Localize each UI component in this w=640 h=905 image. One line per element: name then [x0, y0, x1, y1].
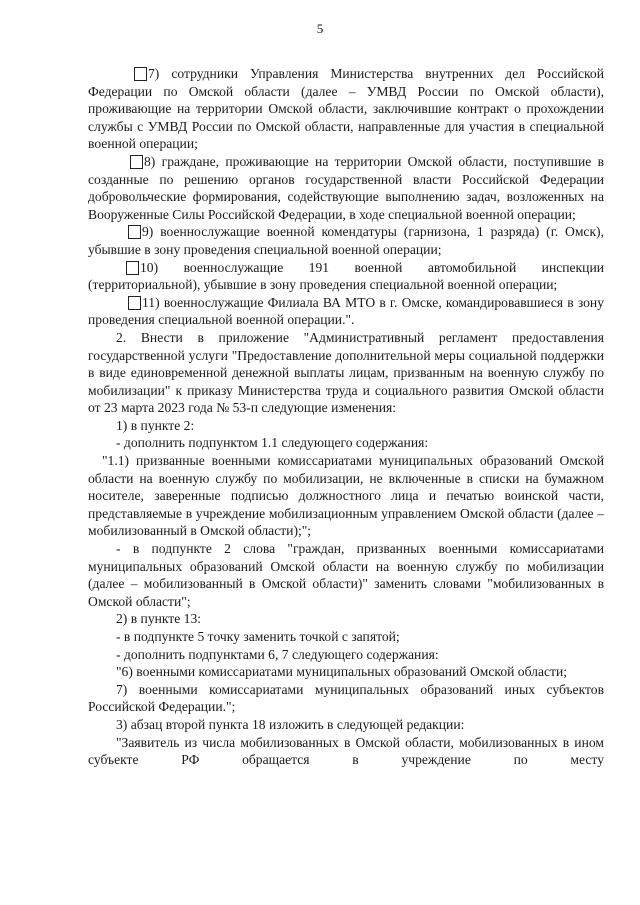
list-item-text: военнослужащие 191 военной автомобильной инспекции (территориальной), убывшие в зону проведения специальной военной операции; — [88, 259, 604, 293]
paragraph-subpoint-7: 7) военными комиссариатами муниципальных образований иных субъектов Российской Федерации."; — [88, 681, 604, 715]
paragraph-subpoint-1-1: "1.1) призванные военными комиссариатами муниципальных образований Омской области на военную службу по мобилизации, не включенные в списки на бумажном носителе, заверенные подписью должностного лица и печатью воинской части, представляемые в учреждение мобилизационным управлением Омской области (далее – мобилизованный в Омской области);"; — [88, 453, 604, 539]
checkbox-icon — [128, 296, 141, 310]
list-item-number: 10) — [140, 259, 159, 275]
paragraph-subpoint-5: - в подпункте 5 точку заменить точкой с запятой; — [116, 629, 400, 644]
paragraph-2: 2. Внести в приложение "Административный регламент предоставления государственной услуги "Предоставление дополнительной меры социальной поддержки в виде единовременной денежной выплаты лицам, призванным на военную службу по мобилизации" к приказу Министерства труда и социального развития Омской области от 23 марта 2023 года № 53-п следующие изменения: — [88, 329, 604, 416]
paragraph-add-subpoint: - дополнить подпунктом 1.1 следующего содержания: — [116, 435, 429, 451]
paragraph-subpoint-2-words: - в подпункте 2 слова "граждан, призванных военными комиссариатами муниципальных образований Омской области на военную службу по мобилизации (далее – мобилизованный в Омской области)" заменить словами "мобилизованных в Омской области"; — [88, 541, 604, 609]
paragraph-point-2: 1) в пункте 2: — [116, 417, 195, 433]
list-item-7 — [88, 65, 604, 153]
list-item-9 — [88, 223, 604, 258]
list-item-11 — [88, 294, 604, 329]
page-number: 5 — [316, 21, 324, 36]
list-item-number: 8) — [144, 153, 156, 169]
list-item-text: граждане, проживающие на территории Омской области, поступившие в созданные по решению органов государственной власти Российской Федерации добровольческие формирования, содействующие выполнению задач, возложенных на Вооруженные Силы Российской Федерации, в ходе специальной военной операции; — [88, 153, 604, 222]
list-item-8 — [88, 153, 604, 223]
document-body — [88, 65, 604, 769]
checkbox-icon — [130, 155, 143, 169]
list-item-10 — [88, 259, 604, 294]
list-item-number: 9) — [142, 224, 154, 240]
paragraph-point-13: 2) в пункте 13: — [116, 611, 202, 627]
list-item-text: сотрудники Управления Министерства внутренних дел Российской Федерации по Омской области (далее – УМВД России по Омской области), проживающие на территории Омской области, заключившие контракт о прохождении службы с УМВД России по Омской области, направленные для участия в специальной военной операции; — [88, 66, 604, 152]
list-item-number: 11) — [142, 294, 160, 310]
list-item-number: 7) — [148, 66, 160, 81]
list-item-text: военнослужащие военной комендатуры (гарнизона, 1 разряда) (г. Омск), убывшие в зону проведения специальной военной операции; — [88, 224, 604, 257]
paragraph-applicant: "Заявитель из числа мобилизованных в Омской области, мобилизованных в ином субъекте РФ обращается в учреждение по месту — [88, 734, 604, 768]
list-item-text: военнослужащие Филиала ВА МТО в г. Омске, командировавшиеся в зону проведения специальной военной операции.". — [88, 294, 605, 328]
paragraph-subpoint-6: "6) военными комиссариатами муниципальных образований Омской области; — [116, 664, 568, 680]
paragraph-add-subpoints-6-7: - дополнить подпунктами 6, 7 следующего содержания: — [116, 646, 439, 662]
checkbox-icon — [126, 261, 139, 275]
checkbox-icon — [128, 225, 141, 239]
paragraph-point-18: 3) абзац второй пункта 18 изложить в следующей редакции: — [116, 716, 465, 732]
checkbox-icon — [134, 67, 147, 81]
